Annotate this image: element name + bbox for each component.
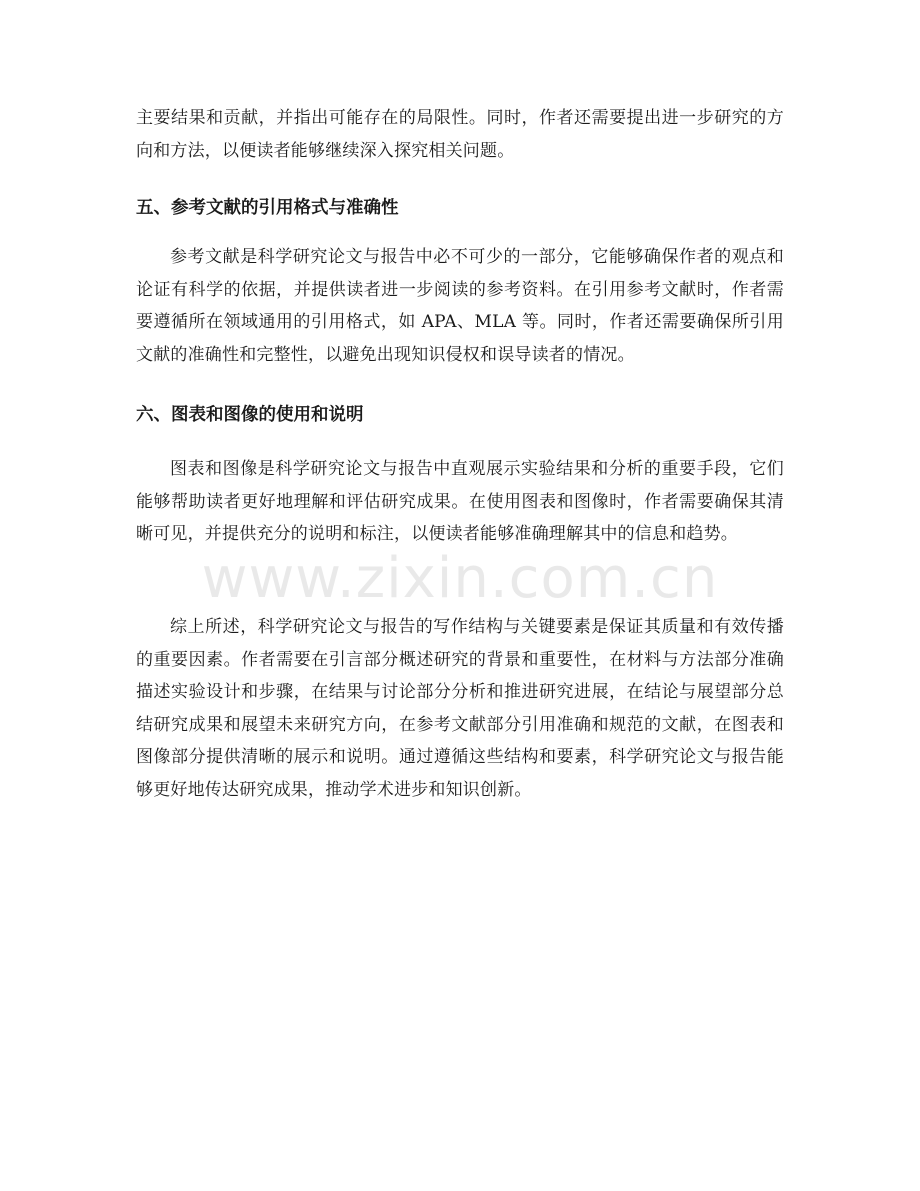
conclusion-paragraph: 综上所述，科学研究论文与报告的写作结构与关键要素是保证其质量和有效传播的重要因素。作者需要在引言部分概述研究的背景和重要性，在材料与方法部分准确描述实验设计和步骤，在结果与讨论部分分析和推进研究进展，在结论与展望部分总结研究成果和展望未来研究方向，在参考文献部分引用准确和规范的文献，在图表和图像部分提供清晰的展示和说明。通过遵循这些结构和要素，科学研究论文与报告能够更好地传达研究成果，推动学术进步和知识创新。 [136,617,784,800]
watermark: www.zixin.com.cn [201,546,719,611]
section-paragraph-figures: 图表和图像是科学研究论文与报告中直观展示实验结果和分析的重要手段，它们能够帮助读者更好地理解和评估研究成果。在使用图表和图像时，作者需要确保其清晰可见，并提供充分的说明和标注，以便读者能够准确理解其中的信息和趋势。 [136,459,784,544]
section-heading-references: 五、参考文献的引用格式与准确性 [136,198,399,218]
section-paragraph-references: 参考文献是科学研究论文与报告中必不可少的一部分，它能够确保作者的观点和论证有科学的依据，并提供读者进一步阅读的参考资料。在引用参考文献时，作者需要遵循所在领域通用的引用格式，如 APA、MLA 等。同时，作者还需要确保所引用文献的准确性和完整性，以避免出现知识侵权和误导读者的情况。 [136,247,784,365]
section-heading-figures: 六、图表和图像的使用和说明 [136,405,364,425]
continuation-paragraph: 主要结果和贡献，并指出可能存在的局限性。同时，作者还需要提出进一步研究的方向和方法，以便读者能够继续深入探究相关问题。 [136,108,784,161]
